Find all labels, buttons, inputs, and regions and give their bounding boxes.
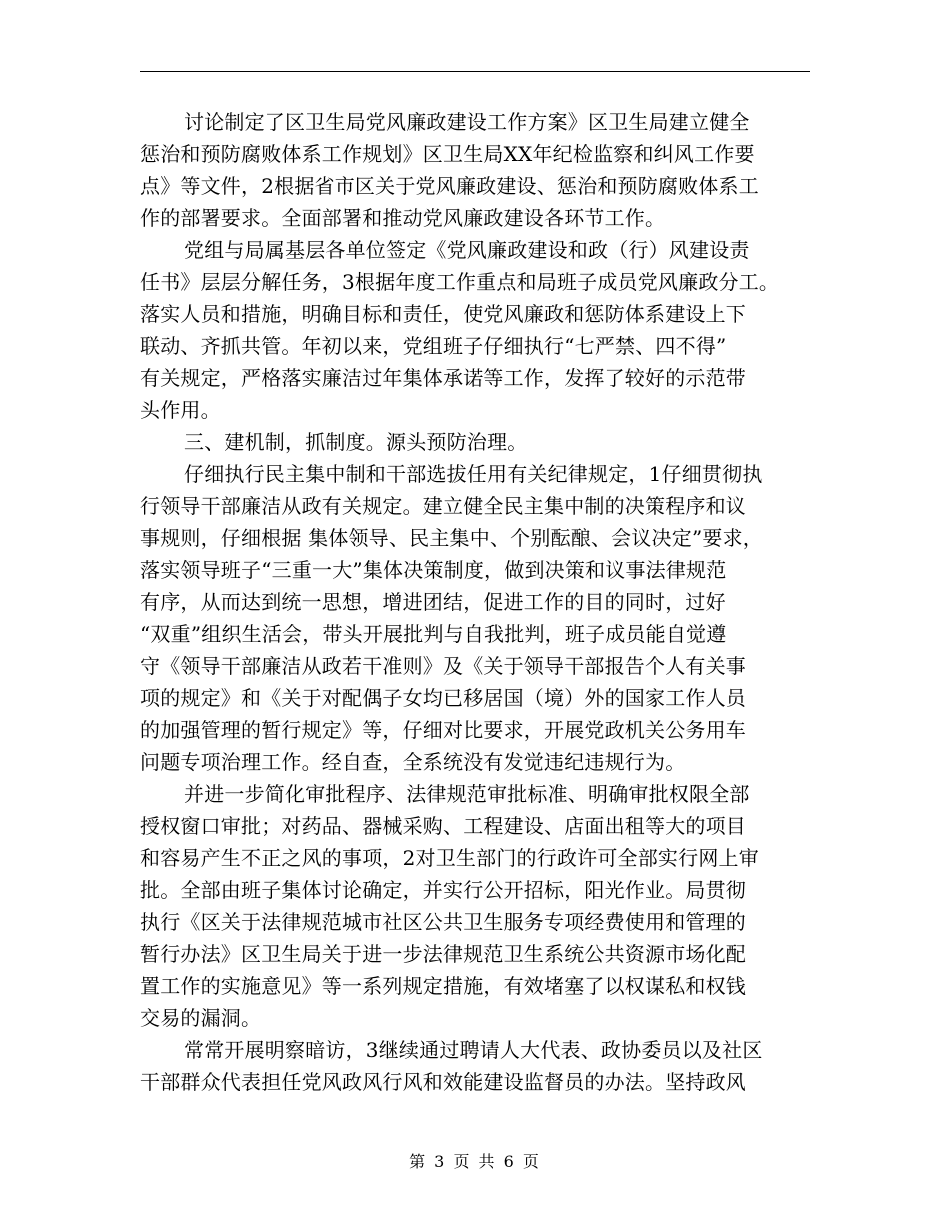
text-line: 落实领导班子“三重一大”集体决策制度，做到决策和议事法律规范 — [140, 558, 727, 582]
text-line: 问题专项治理工作。经自查，全系统没有发觉违纪违规行为。 — [140, 750, 686, 774]
text-line: 三、建机制，抓制度。源头预防治理。 — [184, 430, 528, 454]
text-line: 暂行办法》区卫生局关于进一步法律规范卫生系统公共资源市场化配 — [140, 942, 746, 966]
text-line: 点》等文件，2根据省市区关于党风廉政建设、惩治和预防腐败体系工 — [140, 174, 759, 198]
text-line: 授权窗口审批；对药品、器械采购、工程建设、店面出租等大的项目 — [140, 814, 746, 838]
text-line: 守《领导干部廉洁从政若干准则》及《关于领导干部报告个人有关事 — [140, 654, 746, 678]
text-line: 交易的漏洞。 — [140, 1006, 262, 1030]
text-line: 置工作的实施意见》等一系列规定措施，有效堵塞了以权谋私和权钱 — [140, 974, 746, 998]
text-line: 批。全部由班子集体讨论确定，并实行公开招标，阳光作业。局贯彻 — [140, 878, 746, 902]
text-line: 党组与局属基层各单位签定《党风廉政建设和政（行）风建设责 — [184, 238, 750, 262]
text-line: 和容易产生不正之风的事项，2对卫生部门的行政许可全部实行网上审 — [140, 846, 759, 870]
text-line: 项的规定》和《关于对配偶子女均已移居国（境）外的国家工作人员 — [140, 686, 746, 710]
text-line: 并进一步简化审批程序、法律规范审批标准、明确审批权限全部 — [184, 782, 750, 806]
page-number-footer: 第 3 页 共 6 页 — [409, 1152, 541, 1171]
text-line: 仔细执行民主集中制和干部选拔任用有关纪律规定，1仔细贯彻执 — [184, 462, 763, 486]
text-line: 讨论制定了区卫生局党风廉政建设工作方案》区卫生局建立健全 — [184, 110, 750, 134]
text-line: 的加强管理的暂行规定》等，仔细对比要求，开展党政机关公务用车 — [140, 718, 746, 742]
text-line: 有序，从而达到统一思想，增进团结，促进工作的目的同时，过好 — [140, 590, 726, 614]
text-line: 干部群众代表担任党风政风行风和效能建设监督员的办法。坚持政风 — [140, 1070, 746, 1094]
text-line: 有关规定，严格落实廉洁过年集体承诺等工作，发挥了较好的示范带 — [140, 366, 746, 390]
header-rule — [140, 71, 810, 72]
text-line: 作的部署要求。全面部署和推动党风廉政建设各环节工作。 — [140, 206, 666, 230]
text-line: 联动、齐抓共管。年初以来，党组班子仔细执行“七严禁、四不得” — [140, 334, 727, 358]
text-line: 事规则，仔细根据 集体领导、民主集中、个别酝酿、会议决定”要求， — [140, 526, 763, 550]
text-line: 常常开展明察暗访，3继续通过聘请人大代表、政协委员以及社区 — [184, 1038, 763, 1062]
text-line: 落实人员和措施，明确目标和责任，使党风廉政和惩防体系建设上下 — [140, 302, 746, 326]
text-line: “双重”组织生活会，带头开展批判与自我批判，班子成员能自觉遵 — [140, 622, 727, 646]
text-line: 执行《区关于法律规范城市社区公共卫生服务专项经费使用和管理的 — [140, 910, 746, 934]
document-body — [140, 106, 830, 1098]
text-line: 任书》层层分解任务，3根据年度工作重点和局班子成员党风廉政分工。 — [140, 270, 780, 294]
text-line: 惩治和预防腐败体系工作规划》区卫生局XX年纪检监察和纠风工作要 — [140, 142, 755, 166]
text-line: 行领导干部廉洁从政有关规定。建立健全民主集中制的决策程序和议 — [140, 494, 746, 518]
text-line: 头作用。 — [140, 398, 221, 422]
